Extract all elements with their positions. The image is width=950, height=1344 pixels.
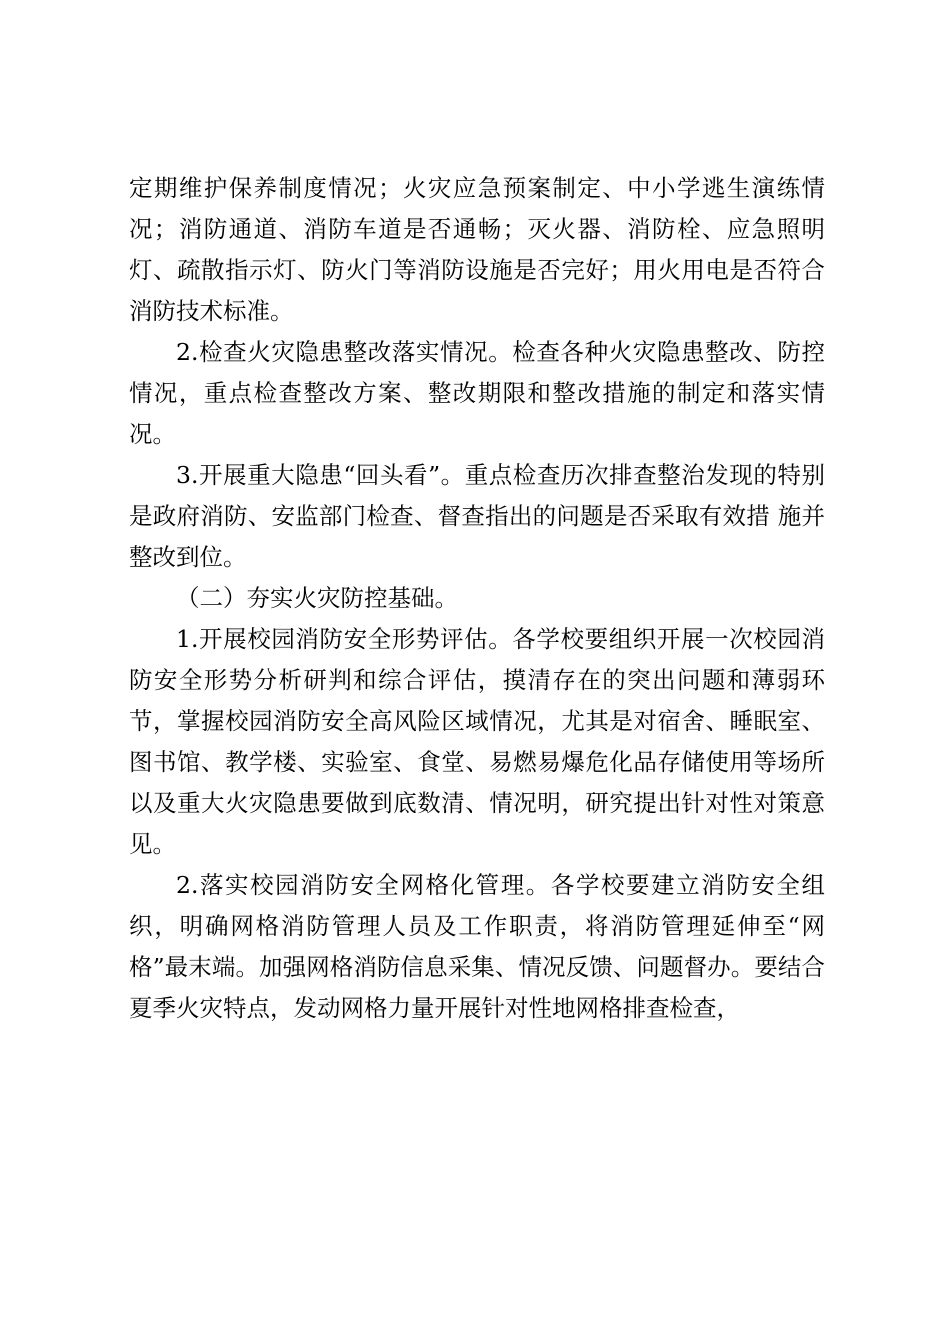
paragraph-item-1-assessment: 1.开展校园消防安全形势评估。各学校要组织开展一次校园消防安全形势分析研判和综合评估，摸清存在的突出问题和薄弱环节，掌握校园消防安全高风险区域情况，尤其是对宿舍、睡眠室、图书馆、教学楼、实验室、食堂、易燃易爆危化品存储使用等场所以及重大火灾隐患要做到底数清、情况明，研究提出针对性对策意见。 xyxy=(129,625,825,858)
paragraph-item-2-grid-management: 2.落实校园消防安全网格化管理。各学校要建立消防安全组织，明确网格消防管理人员及工作职责，将消防管理延伸至“网格”最末端。加强网格消防信息采集、情况反馈、问题督办。要结合夏季火灾特点，发动网格力量开展针对性地网格排查检查， xyxy=(129,871,825,1022)
document-body xyxy=(129,168,825,1029)
section-heading-2: （二）夯实火灾防控基础。 xyxy=(176,584,458,612)
paragraph-item-3-review: 3.开展重大隐患“回头看”。重点检查历次排查整治发现的特别是政府消防、安监部门检查、督查指出的问题是否采取有效措 施并整改到位。 xyxy=(129,461,825,571)
paragraph-item-2-rectification: 2.检查火灾隐患整改落实情况。检查各种火灾隐患整改、防控情况，重点检查整改方案、整改期限和整改措施的制定和落实情况。 xyxy=(129,338,825,448)
paragraph-continuation: 定期维护保养制度情况；火灾应急预案制定、中小学逃生演练情况；消防通道、消防车道是否通畅；灭火器、消防栓、应急照明灯、疏散指示灯、防火门等消防设施是否完好；用火用电是否符合消防技术标准。 xyxy=(129,174,825,325)
